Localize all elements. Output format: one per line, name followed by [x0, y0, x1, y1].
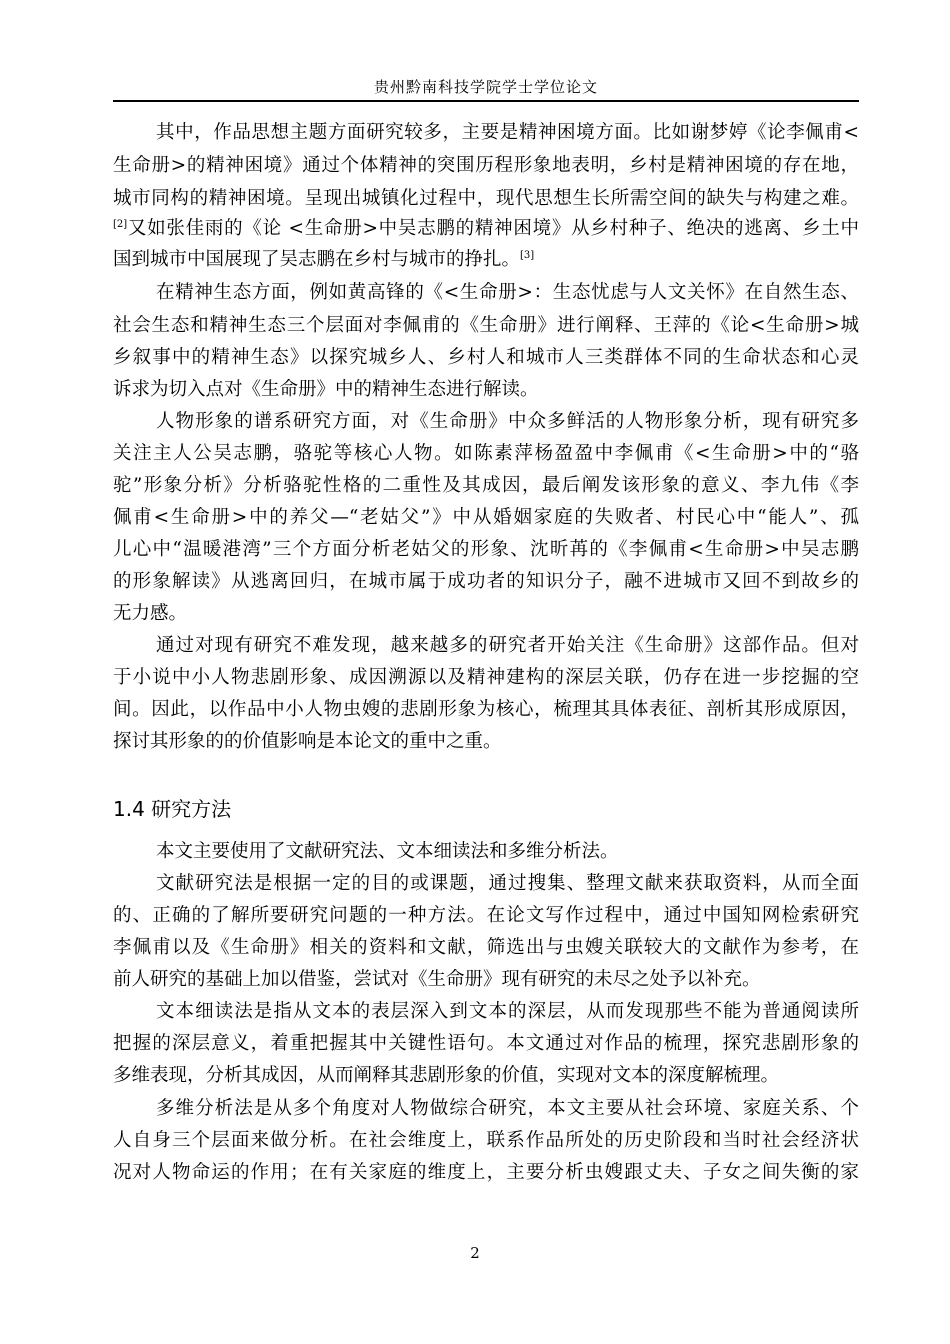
p3-line-2: 关注主人公吴志鹏，骆驼等核心人物。如陈素萍杨盈盈中李佩甫《<生命册>中的“骆: [113, 443, 859, 464]
p8-line-3: 况对人物命运的作用；在有关家庭的维度上，主要分析虫嫂跟丈夫、子女之间失衡的家: [113, 1162, 859, 1183]
section-heading: 1.4 研究方法: [113, 797, 232, 821]
p3-line-6: 的形象解读》从逃离回归，在城市属于成功者的知识分子，融不进城市又回不到故乡的: [113, 571, 859, 592]
p2-line-3: 乡叙事中的精神生态》以探究城乡人、乡村人和城市人三类群体不同的生命状态和心灵: [113, 347, 859, 368]
running-header: 贵州黔南科技学院学士学位论文: [373, 78, 598, 96]
p1-line-3: 城市同构的精神困境。呈现出城镇化过程中，现代思想生长所需空间的缺失与构建之难。: [113, 188, 859, 209]
p2-line-4: 诉求为切入点对《生命册》中的精神生态进行解读。: [113, 379, 539, 400]
citation-3: [3]: [520, 249, 535, 261]
p4-line-2: 于小说中小人物悲剧形象、成因溯源以及精神建构的深层关联，仍存在进一步挖掘的空: [113, 667, 859, 688]
p3-line-1: 人物形象的谱系研究方面，对《生命册》中众多鲜活的人物形象分析，现有研究多: [156, 411, 859, 432]
p5-line-1: 本文主要使用了文献研究法、文本细读法和多维分析法。: [156, 841, 619, 862]
p8-line-1: 多维分析法是从多个角度对人物做综合研究，本文主要从社会环境、家庭关系、个: [156, 1098, 859, 1119]
p7-line-2: 把握的深层意义，着重把握其中关键性语句。本文通过对作品的梳理，探究悲剧形象的: [113, 1033, 859, 1054]
p4-line-3: 间。因此，以作品中小人物虫嫂的悲剧形象为核心，梳理其具体表征、剖析其形成原因，: [113, 699, 859, 720]
p1-line-2: 生命册>的精神困境》通过个体精神的突围历程形象地表明，乡村是精神困境的存在地，: [113, 155, 859, 176]
citation-2: [2]: [113, 218, 128, 230]
p8-line-2: 人自身三个层面来做分析。在社会维度上，联系作品所处的历史阶段和当时社会经济状: [113, 1130, 859, 1151]
p3-line-5: 儿心中“温暖港湾”三个方面分析老姑父的形象、沈昕苒的《李佩甫<生命册>中吴志鹏: [113, 539, 859, 560]
p1-line-4-text: 又如张佳雨的《论 <生命册>中吴志鹏的精神困境》从乡村种子、绝决的逃离、乡土中: [127, 218, 859, 239]
p4-line-1: 通过对现有研究不难发现，越来越多的研究者开始关注《生命册》这部作品。但对: [156, 635, 859, 656]
p6-line-3: 李佩甫以及《生命册》相关的资料和文献，筛选出与虫嫂关联较大的文献作为参考，在: [113, 937, 859, 958]
p3-line-3: 驼”形象分析》分析骆驼性格的二重性及其成因，最后阐发该形象的意义、李九伟《李: [113, 475, 859, 496]
p2-line-1: 在精神生态方面，例如黄高锋的《<生命册>：生态忧虑与人文关怀》在自然生态、: [156, 282, 859, 303]
page-number: 2: [470, 1244, 480, 1262]
p1-line-1: 其中，作品思想主题方面研究较多，主要是精神困境方面。比如谢梦婷《论李佩甫<: [156, 122, 859, 143]
p3-line-4: 佩甫<生命册>中的养父—“老姑父”》中从婚姻家庭的失败者、村民心中“能人”、孤: [113, 507, 859, 528]
p2-line-2: 社会生态和精神生态三个层面对李佩甫的《生命册》进行阐释、王萍的《论<生命册>城: [113, 315, 859, 336]
p6-line-1: 文献研究法是根据一定的目的或课题，通过搜集、整理文献来获取资料，从而全面: [156, 873, 859, 894]
p7-line-1: 文本细读法是指从文本的表层深入到文本的深层，从而发现那些不能为普通阅读所: [156, 1001, 859, 1022]
p6-line-2: 的、正确的了解所要研究问题的一种方法。在论文写作过程中，通过中国知网检索研究: [113, 905, 859, 926]
p6-line-4: 前人研究的基础上加以借鉴，尝试对《生命册》现有研究的未尽之处予以补充。: [113, 969, 761, 990]
p1-line-5-text: 国到城市中国展现了吴志鹏在乡村与城市的挣扎。: [113, 249, 521, 270]
p1-line-4: [113, 213, 859, 245]
p3-line-7: 无力感。: [113, 603, 188, 624]
header-rule: [113, 100, 859, 102]
p7-line-3: 多维表现，分析其成因，从而阐释其悲剧形象的价值，实现对文本的深度解梳理。: [113, 1065, 780, 1086]
p4-line-4: 探讨其形象的的价值影响是本论文的重中之重。: [113, 731, 502, 752]
p1-line-5: [113, 244, 859, 276]
